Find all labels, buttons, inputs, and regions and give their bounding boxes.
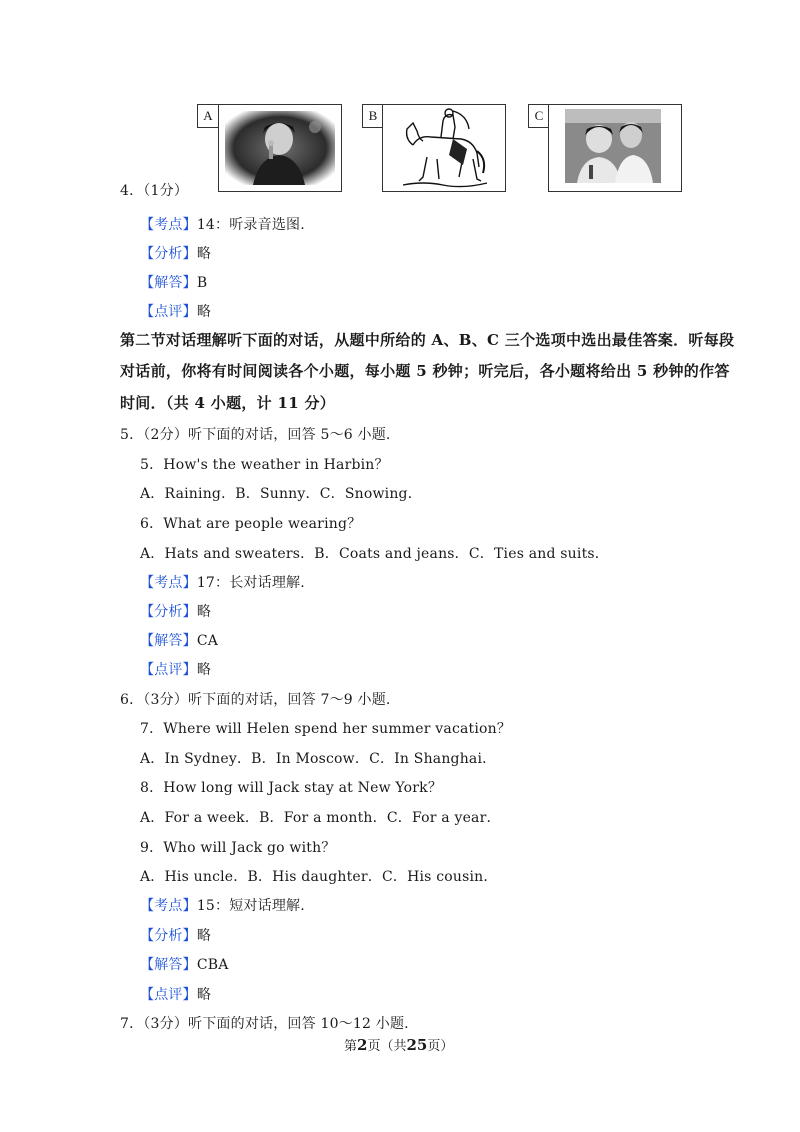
option-a-label: A [197,104,219,128]
option-a-picture [218,104,342,192]
dianping-text: 略 [196,987,212,1003]
kaodian-tag: 考点 [154,217,183,233]
q6-dianping: 【点评】略 [140,987,212,1003]
q5-kaodian: 【考点】17：长对话理解. [140,575,305,591]
two-people-photo-icon [549,105,681,191]
kaodian-tag: 考点 [154,898,183,914]
dianping-tag: 点评 [154,304,183,320]
dianping-tag: 点评 [154,987,183,1003]
q6-line: A．His uncle．B．His daughter．C．His cousin． [140,869,498,885]
fenxi-tag: 分析 [154,604,183,620]
q5-dianping: 【点评】略 [140,662,212,678]
kaodian-text: 14：听录音选图. [196,217,305,233]
q4-jieda: 【解答】B [140,275,208,291]
jieda-tag: 解答 [154,275,183,291]
option-c-picture [548,104,682,192]
q5-line: 5．How's the weather in Harbin？ [140,457,389,473]
kaodian-text: 15：短对话理解. [196,898,305,914]
q5-line: 6．What are people wearing？ [140,516,362,532]
option-c-label: C [528,104,550,128]
jieda-text: CBA [196,957,229,973]
q6-line: A．For a week．B．For a month．C．For a year． [140,810,501,826]
question-7-header: 7．（3分）听下面的对话，回答 10～12 小题. [120,1016,409,1032]
question-5-header: 5．（2分）听下面的对话，回答 5～6 小题. [120,427,391,443]
fenxi-text: 略 [196,928,212,944]
fenxi-tag: 分析 [154,928,183,944]
singer-photo-icon [219,105,341,191]
footer-prefix: 第 [344,1039,358,1054]
q5-jieda: 【解答】CA [140,633,219,649]
jieda-tag: 解答 [154,957,183,973]
footer-page-number: 2 [357,1036,368,1054]
q6-line: 7．Where will Helen spend her summer vacation？ [140,721,512,737]
q5-line: A．Raining．B．Sunny．C．Snowing． [140,486,422,502]
kaodian-tag: 考点 [154,575,183,591]
q6-jieda: 【解答】CBA [140,957,229,973]
question-4-number: 4．（1分） [120,183,189,199]
q6-line: 8．How long will Jack stay at New York？ [140,780,443,796]
jieda-text: B [196,275,208,291]
q6-line: A．In Sydney．B．In Moscow．C．In Shanghai． [140,751,497,767]
q4-kaodian: 【考点】14：听录音选图. [140,217,305,233]
fenxi-text: 略 [196,246,212,262]
q4-fenxi: 【分析】略 [140,246,212,262]
footer-suffix: 页） [427,1039,454,1054]
option-b-picture [382,104,506,192]
jieda-tag: 解答 [154,633,183,649]
section-2-instruction-line-2: 对话前，你将有时间阅读各个小题，每小题 5 秒钟；听完后，各小题将给出 5 秒钟的作答 [120,362,730,380]
question-6-header: 6．（3分）听下面的对话，回答 7～9 小题. [120,692,391,708]
dianping-text: 略 [196,304,212,320]
q4-dianping: 【点评】略 [140,304,212,320]
dianping-tag: 点评 [154,662,183,678]
fenxi-tag: 分析 [154,246,183,262]
footer-middle: 页（共 [367,1039,407,1054]
jieda-text: CA [196,633,219,649]
section-2-instruction-line-1: 第二节对话理解听下面的对话，从题中所给的 A、B、C 三个选项中选出最佳答案．听每段 [120,331,735,349]
kaodian-text: 17：长对话理解. [196,575,305,591]
option-b-label: B [362,104,384,128]
horse-rider-drawing-icon [383,105,505,191]
q5-line: A．Hats and sweaters．B．Coats and jeans．C．Ties and suits． [140,546,609,562]
q5-fenxi: 【分析】略 [140,604,212,620]
section-2-instruction-line-3: 时间．（共 4 小题，计 11 分） [120,394,336,412]
q6-fenxi: 【分析】略 [140,928,212,944]
footer-total-pages: 25 [406,1036,428,1054]
page-footer [344,1035,453,1054]
q6-kaodian: 【考点】15：短对话理解. [140,898,305,914]
fenxi-text: 略 [196,604,212,620]
dianping-text: 略 [196,662,212,678]
q6-line: 9．Who will Jack go with？ [140,840,336,856]
